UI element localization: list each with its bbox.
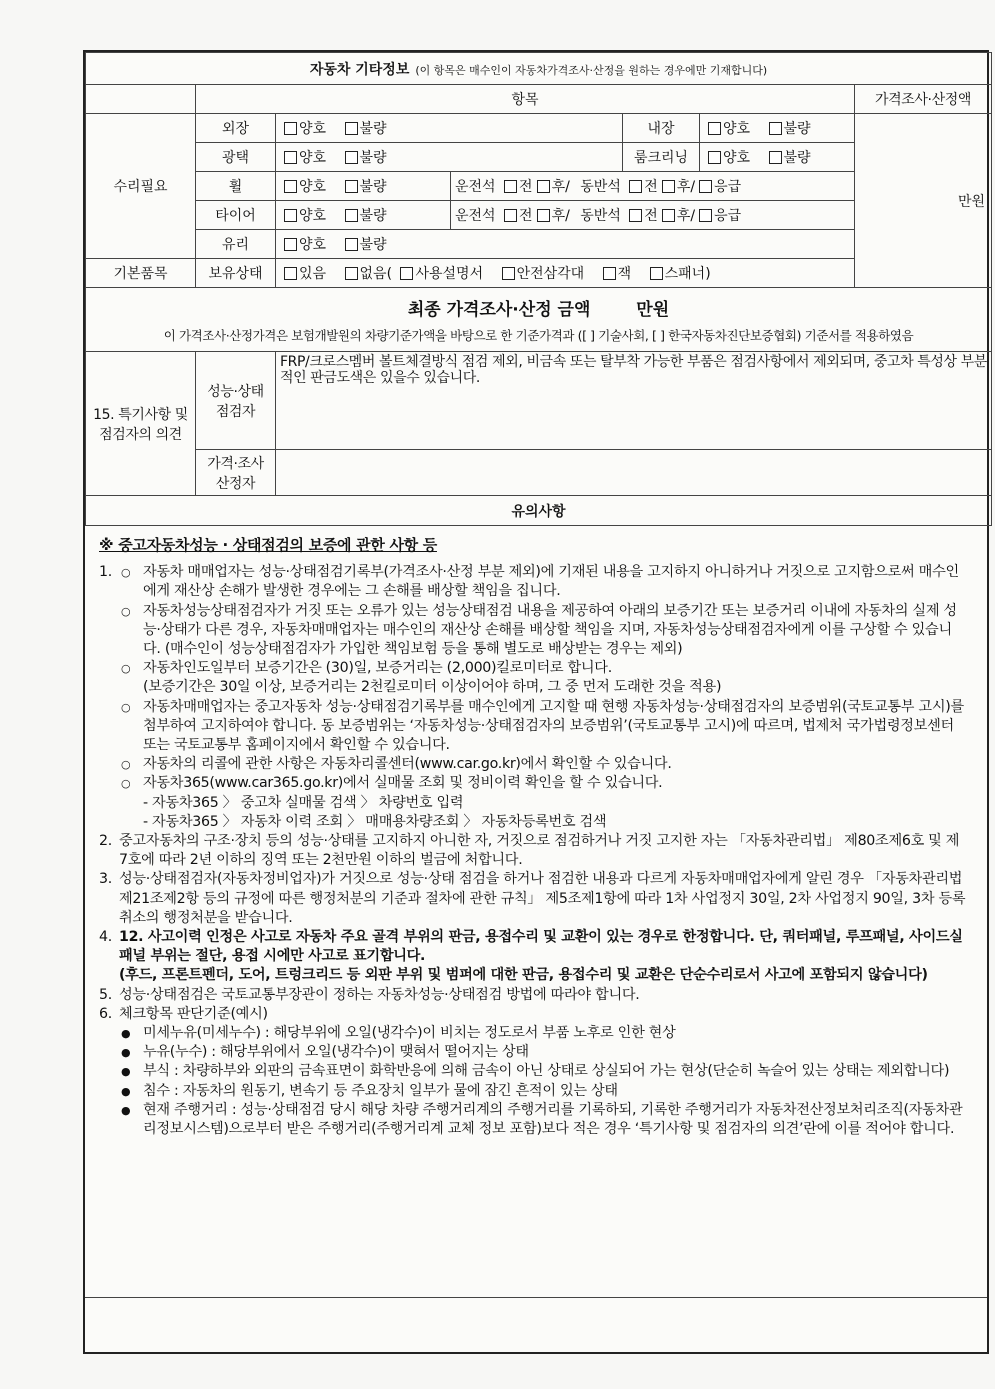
note-number: 4. bbox=[99, 929, 112, 946]
jack-checkbox[interactable] bbox=[603, 267, 616, 280]
repair-label: 수리필요 bbox=[86, 114, 196, 259]
note-text: 성능·상태점검은 국토교통부장관이 정하는 자동차성능·상태점검 방법에 따라야 합니다. bbox=[119, 986, 640, 1003]
glass-bad-checkbox[interactable] bbox=[345, 238, 358, 251]
option-good: 양호 bbox=[299, 179, 327, 195]
note-item-6 bbox=[99, 1005, 967, 1139]
note-text: 자동차 매매업자는 성능·상태점검기록부(가격조사·산정 부분 제외)에 기재된 내용을 고지하지 아니하거나 거짓으로 고지함으로써 매수인에게 재산상 손해가 발생한 경우에는 그 손해를 배상할 책임을 집니다. bbox=[143, 564, 959, 600]
row-tire: 타이어 bbox=[196, 201, 276, 230]
row-gloss: 광택 bbox=[196, 143, 276, 172]
basic-no-checkbox[interactable] bbox=[345, 267, 358, 280]
header-price: 가격조사·산정액 bbox=[855, 85, 992, 114]
option-manual: 사용설명서 bbox=[415, 266, 484, 282]
option-front: 전 bbox=[644, 179, 658, 195]
note-text: 미세누유(미세누수) : 해당부위에 오일(냉각수)이 비치는 정도로서 부품 노후로 인한 현상 bbox=[143, 1025, 676, 1042]
other-info-table bbox=[85, 52, 992, 526]
wheel-driver-front-checkbox[interactable] bbox=[504, 180, 517, 193]
row-glass: 유리 bbox=[196, 230, 276, 259]
note-text: 자동차성능상태점검자가 거짓 또는 오류가 있는 성능상태점검 내용을 제공하여 아래의 보증기간 또는 보증거리 이내에 자동차의 실제 성능·상태가 다른 경우, 자동차매매업자는 매수인의 재산상 손해를 배상할 책임을 지며, 자동차성능상태점검자에게 이를 구상할 수 있습니다. (매수인이 성능상태점검자가 가입한 책임보험 등을 통해 별도로 배상받는 경우는 제외) bbox=[143, 602, 957, 658]
option-emergency: 응급 bbox=[714, 208, 742, 224]
manual-checkbox[interactable] bbox=[400, 267, 413, 280]
room-cleaning-bad-checkbox[interactable] bbox=[769, 151, 782, 164]
appraiser-opinion[interactable] bbox=[276, 450, 992, 496]
option-bad: 불량 bbox=[359, 150, 387, 166]
repair-price-value[interactable]: 만원 bbox=[855, 114, 992, 288]
triangle-checkbox[interactable] bbox=[502, 267, 515, 280]
gloss-bad-checkbox[interactable] bbox=[345, 151, 358, 164]
section-title-text: 자동차 기타정보 bbox=[309, 61, 410, 78]
wheel-driver-rear-checkbox[interactable] bbox=[537, 180, 550, 193]
wheel-good-checkbox[interactable] bbox=[284, 180, 297, 193]
note-item-1 bbox=[99, 563, 967, 832]
option-rear: 후/ bbox=[676, 179, 696, 195]
note-item-4 bbox=[99, 928, 967, 986]
note-text-extra: (후드, 프론트펜더, 도어, 트렁크리드 등 외판 부위 및 범퍼에 대한 판금, 용접수리 및 교환은 단순수리로서 사고에 포함되지 않습니다) bbox=[119, 967, 928, 984]
wheel-bad-checkbox[interactable] bbox=[345, 180, 358, 193]
option-front: 전 bbox=[519, 179, 533, 195]
basic-yes-checkbox[interactable] bbox=[284, 267, 297, 280]
note-text: 자동차365(www.car365.go.kr)에서 실매물 조회 및 정비이력 확인을 할 수 있습니다. bbox=[143, 775, 663, 792]
note-text: 부식 : 차량하부와 외판의 금속표면이 화학반응에 의해 금속이 아닌 상태로 상실되어 가는 현상(단순히 녹슬어 있는 상태는 제외합니다) bbox=[143, 1063, 950, 1080]
note-text: 중고자동차의 구조·장치 등의 성능·상태를 고지하지 아니한 자, 거짓으로 점검하거나 거짓 고지한 자는 「자동차관리법」 제80조제6호 및 제7호에 따라 2년 이하의 징역 또는 2천만원 이하의 벌금에 처합니다. bbox=[119, 833, 960, 869]
note-number: 5. bbox=[99, 986, 112, 1003]
note-text: 자동차인도일부터 보증기간은 (30)일, 보증거리는 (2,000)킬로미터로 합니다. bbox=[143, 660, 612, 677]
bullet-circle: ○ bbox=[121, 604, 131, 618]
option-bad: 불량 bbox=[783, 121, 811, 137]
option-rear: 후/ bbox=[551, 208, 570, 224]
passenger-seat-label: 동반석 bbox=[580, 179, 621, 195]
inspector-label: 성능·상태 점검자 bbox=[196, 352, 276, 450]
bullet-none bbox=[119, 678, 143, 697]
bullet-none bbox=[119, 813, 143, 832]
note-number: 6. bbox=[99, 1005, 112, 1022]
gloss-good-checkbox[interactable] bbox=[284, 151, 297, 164]
note-text: - 자동차365 〉 중고차 실매물 검색 〉 차량번호 입력 bbox=[143, 794, 464, 811]
option-spanner: 스패너) bbox=[664, 266, 711, 282]
option-emergency: 응급 bbox=[714, 179, 742, 195]
spanner-checkbox[interactable] bbox=[650, 267, 663, 280]
row-exterior: 외장 bbox=[196, 114, 276, 143]
note-text: (보증기간은 30일 이상, 보증거리는 2천킬로미터 이상이어야 하며, 그 중 먼저 도래한 것을 적용) bbox=[143, 679, 722, 696]
row-interior: 내장 bbox=[623, 114, 700, 143]
tire-good-checkbox[interactable] bbox=[284, 209, 297, 222]
bullet-circle: ○ bbox=[121, 777, 131, 791]
bullet-none bbox=[119, 794, 143, 813]
final-price-basis: 이 가격조사·산정가격은 보험개발원의 차량기준가액을 바탕으로 한 기준가격과 ([ ] 기술사회, [ ] 한국자동차진단보증협회) 기준서를 적용하였음 bbox=[163, 328, 914, 343]
final-price-unit: 만원 bbox=[636, 300, 670, 320]
row-room-cleaning: 룸크리닝 bbox=[623, 143, 700, 172]
note-text: 침수 : 자동차의 원동기, 변속기 등 주요장치 일부가 물에 잠긴 흔적이 있는 상태 bbox=[143, 1082, 618, 1099]
section-title bbox=[86, 53, 992, 85]
notes-heading: 유의사항 bbox=[86, 496, 992, 526]
inspection-form-page bbox=[83, 50, 989, 1354]
note-text: 누유(누수) : 해당부위에서 오일(냉각수)이 맺혀서 떨어지는 상태 bbox=[143, 1044, 529, 1061]
wheel-passenger-rear-checkbox[interactable] bbox=[662, 180, 675, 193]
interior-bad-checkbox[interactable] bbox=[769, 122, 782, 135]
note-number: 2. bbox=[99, 833, 112, 850]
note-text: 현재 주행거리 : 성능·상태점검 당시 해당 차량 주행거리계의 주행거리를 기록하되, 기록한 주행거리가 자동차전산정보처리조직(자동차관리정보시스템)으로부터 받은 주행거리(주행거리계 교체 정보 포함)보다 적은 경우 ‘특기사항 및 점검자의 의견’란에 이를 적어야 합니다. bbox=[143, 1101, 963, 1138]
bullet-dot: ● bbox=[121, 1027, 131, 1041]
option-front: 전 bbox=[644, 208, 658, 224]
exterior-good-checkbox[interactable] bbox=[284, 122, 297, 135]
driver-seat-label: 운전석 bbox=[455, 208, 496, 224]
note-item-2 bbox=[99, 832, 967, 870]
option-bad: 불량 bbox=[359, 179, 387, 195]
note-number: 1. bbox=[99, 564, 112, 581]
wheel-emergency-checkbox[interactable] bbox=[699, 180, 712, 193]
footer-divider bbox=[85, 1297, 987, 1298]
bullet-dot: ● bbox=[121, 1103, 131, 1117]
note-text: 자동차매매업자는 중고자동차 성능·상태점검기록부를 매수인에게 고지할 때 현행 자동차성능·상태점검자의 보증범위(국토교통부 고시)를 첨부하여 고지하여야 합니다. 동 보증범위는 ‘자동차성능·상태점검자의 보증범위’(국토교통부 고시)에 따르며, 법제처 국가법령정보센터 또는 국토교통부 홈페이지에서 확인할 수 있습니다. bbox=[143, 698, 964, 754]
option-good: 양호 bbox=[299, 208, 327, 224]
option-good: 양호 bbox=[723, 150, 751, 166]
note-text: 12. 사고이력 인정은 사고로 자동차 주요 골격 부위의 판금, 용접수리 및 교환이 있는 경우로 한정합니다. 단, 쿼터패널, 루프패널, 사이드실패널 부위는 절단, 용접 시에만 사고로 표기합니다. bbox=[119, 929, 963, 965]
option-bad: 불량 bbox=[359, 121, 387, 137]
tire-passenger-rear-checkbox[interactable] bbox=[662, 209, 675, 222]
exterior-bad-checkbox[interactable] bbox=[345, 122, 358, 135]
bullet-dot: ● bbox=[121, 1046, 131, 1060]
notes-section bbox=[85, 526, 987, 1139]
bullet-dot: ● bbox=[121, 1084, 131, 1098]
option-good: 양호 bbox=[299, 150, 327, 166]
tire-emergency-checkbox[interactable] bbox=[699, 209, 712, 222]
inspector-opinion[interactable]: FRP/크로스멤버 볼트체결방식 점검 제외, 비금속 또는 탈부착 가능한 부품은 점검사항에서 제외되며, 중고차 특성상 부분적인 판금도색은 있을수 있습니다. bbox=[276, 352, 992, 450]
note-number: 3. bbox=[99, 871, 112, 888]
note-item-5 bbox=[99, 986, 967, 1005]
option-bad: 불량 bbox=[783, 150, 811, 166]
option-good: 양호 bbox=[723, 121, 751, 137]
notes-title: ※ 중고자동차성능 · 상태점검의 보증에 관한 사항 등 bbox=[99, 536, 437, 554]
bullet-circle: ○ bbox=[121, 758, 131, 772]
bullet-dot: ● bbox=[121, 1065, 131, 1079]
option-bad: 불량 bbox=[359, 208, 387, 224]
option-front: 전 bbox=[519, 208, 533, 224]
possession-label: 보유상태 bbox=[196, 259, 276, 288]
note-text: - 자동차365 〉 자동차 이력 조회 〉 매매용차량조회 〉 자동차등록번호 검색 bbox=[143, 813, 607, 830]
option-good: 양호 bbox=[299, 237, 327, 253]
option-rear: 후/ bbox=[551, 179, 570, 195]
option-rear: 후/ bbox=[676, 208, 696, 224]
appraiser-label: 가격·조사 산정자 bbox=[196, 450, 276, 496]
note-text: 자동차의 리콜에 관한 사항은 자동차리콜센터(www.car.go.kr)에서 확인할 수 있습니다. bbox=[143, 756, 672, 773]
option-triangle: 안전삼각대 bbox=[516, 266, 585, 282]
passenger-seat-label: 동반석 bbox=[580, 208, 621, 224]
driver-seat-label: 운전석 bbox=[455, 179, 496, 195]
option-no: 없음( bbox=[359, 266, 393, 282]
tire-bad-checkbox[interactable] bbox=[345, 209, 358, 222]
bullet-circle: ○ bbox=[121, 566, 131, 580]
remarks-label: 15. 특기사항 및 점검자의 의견 bbox=[86, 352, 196, 496]
option-jack: 잭 bbox=[617, 266, 632, 282]
tire-driver-rear-checkbox[interactable] bbox=[537, 209, 550, 222]
note-item-3 bbox=[99, 870, 967, 928]
interior-good-checkbox[interactable] bbox=[708, 122, 721, 135]
option-yes: 있음 bbox=[299, 266, 327, 282]
final-price-title: 최종 가격조사·산정 금액 bbox=[407, 300, 591, 320]
wheel-passenger-front-checkbox[interactable] bbox=[629, 180, 642, 193]
bullet-circle: ○ bbox=[121, 700, 131, 714]
glass-good-checkbox[interactable] bbox=[284, 238, 297, 251]
tire-driver-front-checkbox[interactable] bbox=[504, 209, 517, 222]
final-price-cell bbox=[86, 288, 992, 352]
note-text: 성능·상태점검자(자동차정비업자)가 거짓으로 성능·상태 점검을 하거나 점검한 내용과 다르게 자동차매매업자에게 알린 경우 「자동차관리법 제21조제2항 등의 규정에 따른 행정처분의 기준과 절차에 관한 규칙」 제5조제1항에 따라 1차 사업정지 30일, 2차 사업정지 90일, 3차 등록취소의 행정처분을 받습니다. bbox=[119, 871, 966, 926]
basic-label: 기본품목 bbox=[86, 259, 196, 288]
section-note: (이 항목은 매수인이 자동차가격조사·산정을 원하는 경우에만 기재합니다) bbox=[415, 63, 768, 77]
bullet-circle: ○ bbox=[121, 662, 131, 676]
option-good: 양호 bbox=[299, 121, 327, 137]
tire-passenger-front-checkbox[interactable] bbox=[629, 209, 642, 222]
note-text: 체크항목 판단기준(예시) bbox=[119, 1005, 268, 1022]
row-wheel: 휠 bbox=[196, 172, 276, 201]
option-bad: 불량 bbox=[359, 237, 387, 253]
room-cleaning-good-checkbox[interactable] bbox=[708, 151, 721, 164]
header-item: 항목 bbox=[196, 85, 855, 114]
